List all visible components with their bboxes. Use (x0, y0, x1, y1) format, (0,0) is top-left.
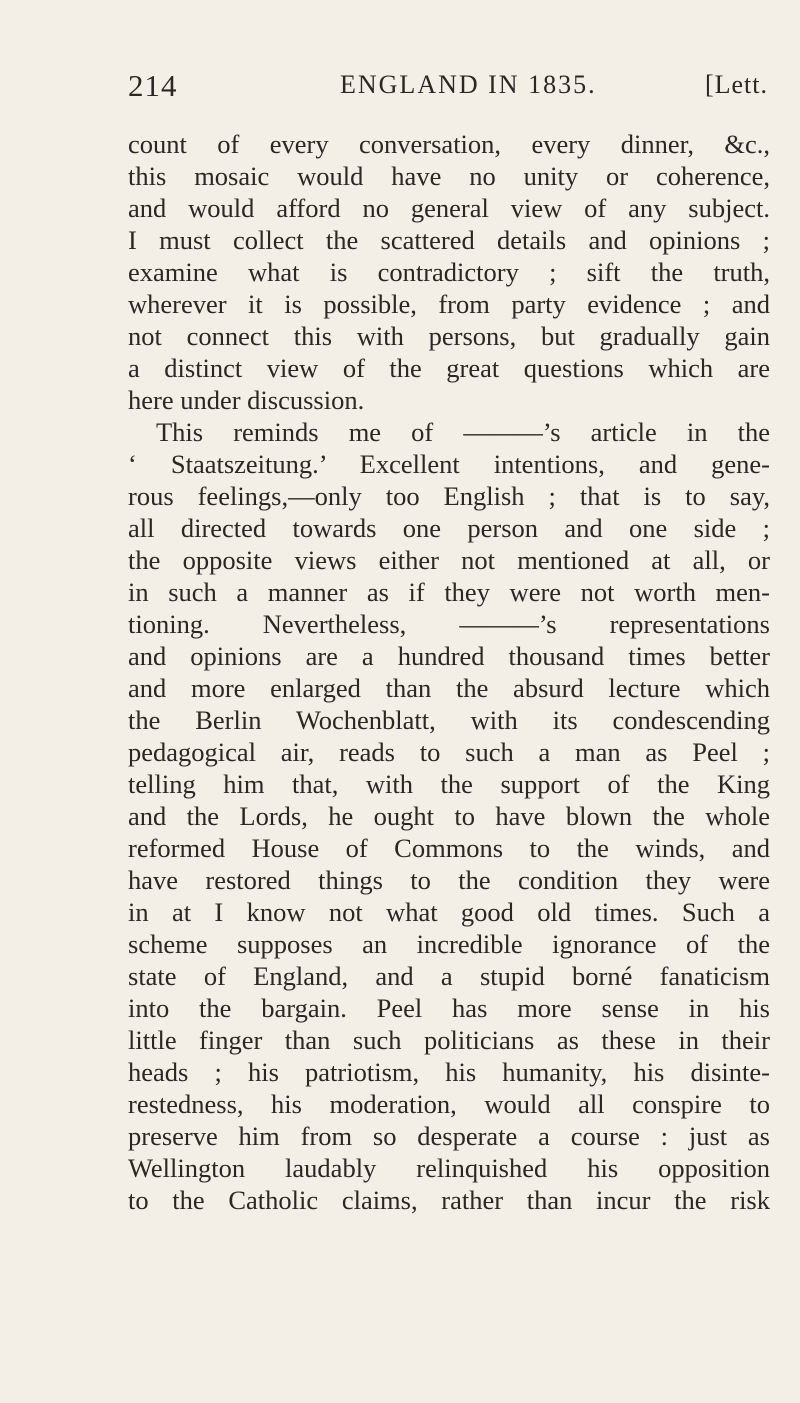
text-line: preserve him from so desperate a course : just as (128, 1121, 770, 1151)
text-line: rous feelings,—only too English ; that is to say, (128, 481, 770, 511)
text-line: have restored things to the condition they were (128, 865, 770, 895)
text-line: restedness, his moderation, would all conspire to (128, 1089, 770, 1119)
text-line: wherever it is possible, from party evidence ; and (128, 289, 770, 319)
page-number: 214 (128, 68, 178, 103)
text-line: here under discussion. (128, 385, 365, 415)
text-line: pedagogical air, reads to such a man as Peel ; (128, 737, 770, 767)
text-line: and opinions are a hundred thousand times better (128, 641, 770, 671)
text-line: and the Lords, he ought to have blown the whole (128, 801, 770, 831)
text-line: reformed House of Commons to the winds, and (128, 833, 770, 863)
text-line: this mosaic would have no unity or coherence, (128, 161, 770, 191)
text-line: in such a manner as if they were not worth men- (128, 577, 770, 607)
text-line: I must collect the scattered details and opinions ; (128, 225, 770, 255)
text-line: all directed towards one person and one side ; (128, 513, 770, 543)
body-text (128, 128, 770, 1216)
text-line: heads ; his patriotism, his humanity, his disinte- (128, 1057, 770, 1087)
text-line: not connect this with persons, but gradually gain (128, 321, 770, 351)
text-line: scheme supposes an incredible ignorance of the (128, 929, 770, 959)
section-marker: [Lett. (704, 70, 768, 99)
text-line: telling him that, with the support of the King (128, 769, 770, 799)
text-line: This reminds me of ———’s article in the (156, 417, 770, 447)
text-line: examine what is contradictory ; sift the truth, (128, 257, 770, 287)
text-line: into the bargain. Peel has more sense in his (128, 993, 770, 1023)
text-line: a distinct view of the great questions which are (128, 353, 770, 383)
running-head (128, 68, 768, 108)
text-line: state of England, and a stupid borné fanaticism (128, 961, 770, 991)
text-line: tioning. Nevertheless, ———’s representations (128, 609, 770, 639)
text-line: and more enlarged than the absurd lecture which (128, 673, 770, 703)
text-line: the opposite views either not mentioned at all, or (128, 545, 770, 575)
text-line: count of every conversation, every dinner, &c., (128, 129, 770, 159)
text-line: ‘ Staatszeitung.’ Excellent intentions, and gene- (128, 449, 770, 479)
text-line: and would afford no general view of any subject. (128, 193, 770, 223)
running-title: ENGLAND IN 1835. (340, 70, 597, 99)
text-line: little finger than such politicians as these in their (128, 1025, 770, 1055)
text-line: the Berlin Wochenblatt, with its condescending (128, 705, 770, 735)
text-line: to the Catholic claims, rather than incur the risk (128, 1185, 770, 1215)
text-line: in at I know not what good old times. Such a (128, 897, 770, 927)
text-line: Wellington laudably relinquished his opposition (128, 1153, 770, 1183)
